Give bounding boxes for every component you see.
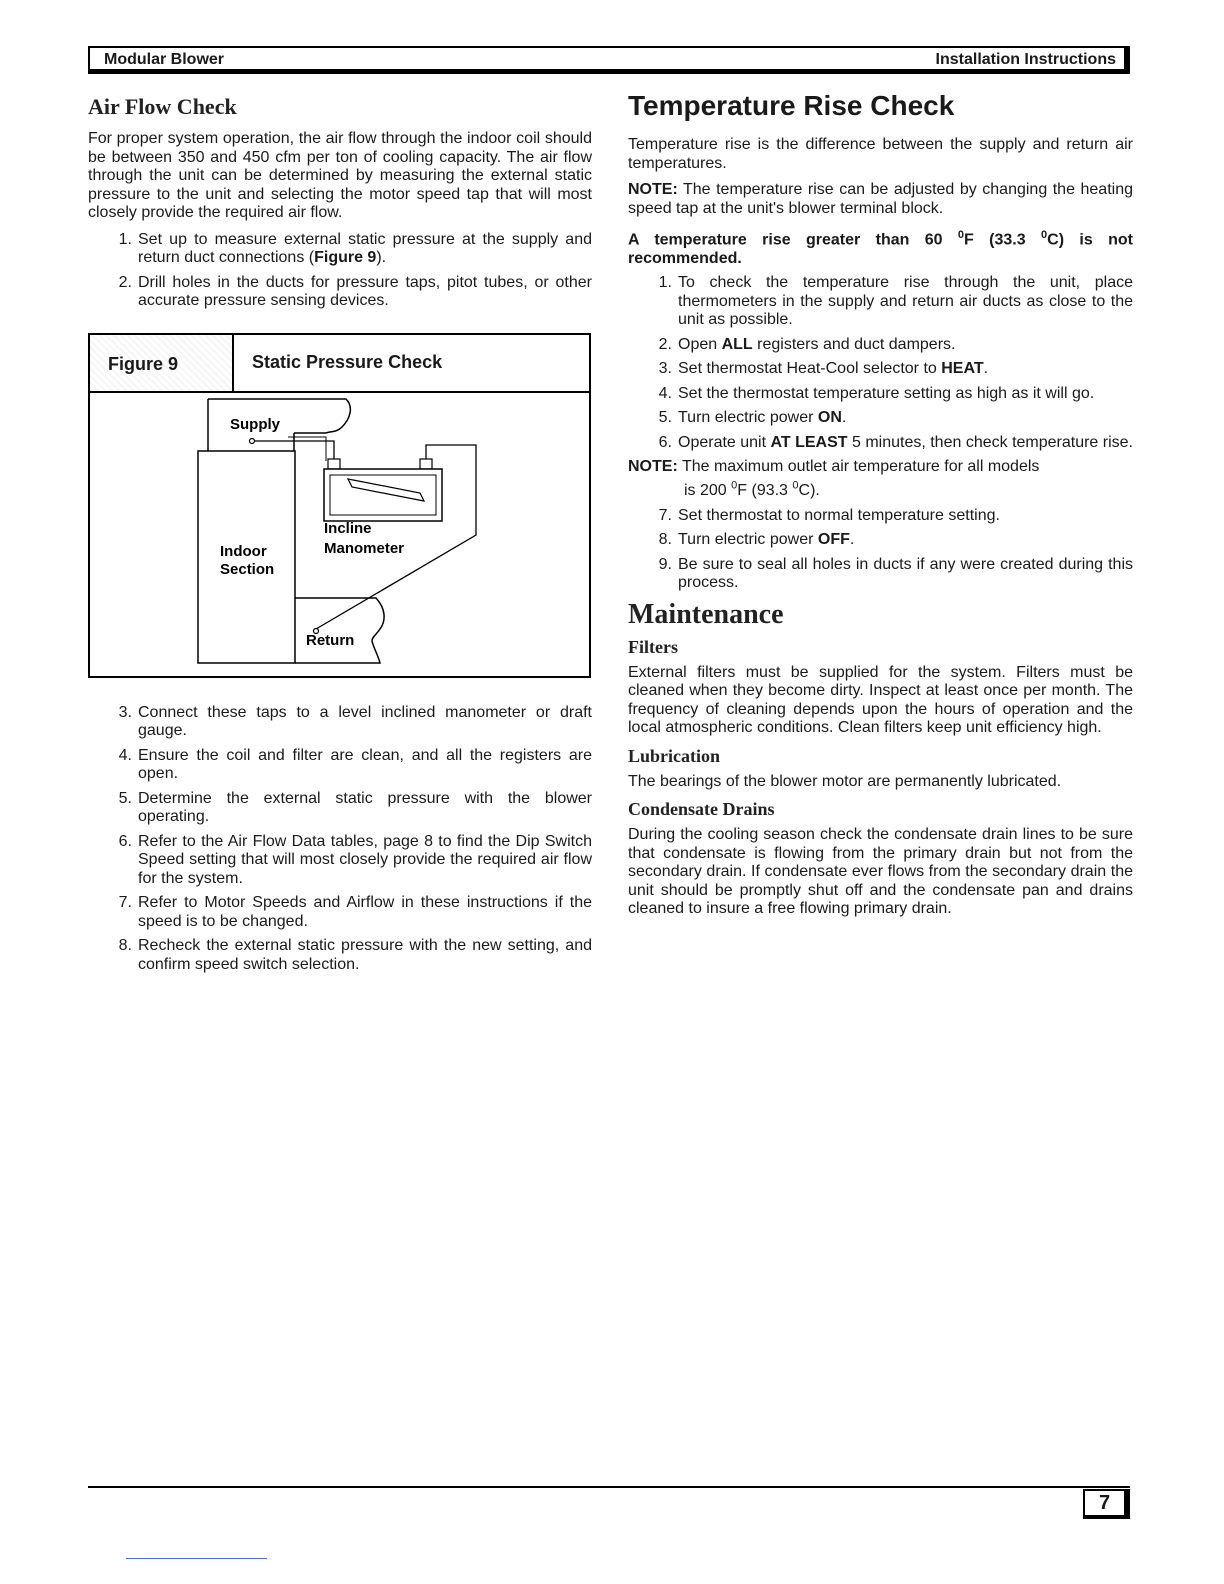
item-text: Drill holes in the ducts for pressure taps, pitot tubes, or other accurate pressure sensing devices. [138, 273, 592, 309]
filters-heading: Filters [628, 636, 678, 657]
list-item [88, 833, 592, 889]
page-header [88, 46, 1130, 74]
lubrication-heading: Lubrication [628, 745, 721, 766]
item-text: Connect these taps to a level inclined manometer or draft gauge. [138, 703, 592, 739]
air-flow-intro: For proper system operation, the air flow through the indoor coil should be between 350 and 450 cfm per ton of cooling capacity. The air flow through the unit can be determined by measuring the external static pressure to the unit and selecting the motor speed tap that will most closely provide the required air flow. [88, 130, 592, 221]
supply-label: Supply [230, 415, 281, 433]
left-column [88, 90, 592, 980]
list-item: 8. Turn electric power OFF. [658, 531, 855, 549]
temperature-rise-intro: Temperature rise is the difference between the supply and return air temperatures. [628, 136, 1133, 172]
incline-label: Incline [324, 519, 372, 537]
list-item: 9. Be sure to seal all holes in ducts if any were created during this process. [658, 555, 1133, 592]
warning-text: A temperature rise greater than 60 $^0$F (33.3 $^0$C) is not recommended. [628, 229, 1133, 267]
header-title: Modular Blower [104, 51, 225, 68]
list-item: 4. Set the thermostat temperature setting as high as it will go. [658, 384, 1095, 402]
list-item [88, 704, 592, 741]
list-item: 5. Turn electric power ON. [658, 409, 847, 427]
condensate-drains-heading: Condensate Drains [628, 799, 775, 820]
indoor-label: Indoor [220, 542, 267, 560]
supply-tap [250, 438, 255, 443]
incline-manometer [324, 469, 442, 521]
return-label: Return [306, 631, 355, 649]
note-temperature-rise: NOTE: The temperature rise can be adjusted by changing the heating speed tap at the unit's blower terminal block. [628, 181, 1133, 217]
item-number: 3. [118, 703, 132, 721]
steps-after-list [88, 704, 592, 975]
item-number: 6. [118, 832, 132, 850]
list-item: 2. Open ALL registers and duct dampers. [658, 335, 956, 353]
item-text: Ensure the coil and filter are clean, and all the registers are open. [138, 746, 592, 782]
item-text: Set up to measure external static pressure at the supply and return duct connections (Figure 9). [138, 230, 592, 266]
manometer-right-port [420, 459, 432, 469]
item-number: 5. [118, 789, 132, 807]
section-label: Section [220, 560, 275, 578]
figure-title: Static Pressure Check [252, 351, 443, 372]
list-item [88, 747, 592, 784]
list-item [88, 790, 592, 827]
figure-9 [88, 333, 591, 678]
return-duct [295, 598, 384, 663]
footer-rule [88, 1486, 1130, 1488]
item-number: 8. [118, 937, 132, 954]
list-item [88, 937, 592, 974]
list-item [88, 274, 592, 311]
item-text: Recheck the external static pressure with the new setting, and confirm speed switch selection. [138, 937, 592, 973]
footer-link-line [126, 1558, 267, 1559]
lubrication-text: The bearings of the blower motor are permanently lubricated. [628, 772, 1062, 790]
right-column [628, 90, 1133, 927]
list-item: 7. Set thermostat to normal temperature setting. [658, 506, 1000, 524]
temperature-rise-heading: Temperature Rise Check [628, 90, 955, 121]
filters-text: External filters must be supplied for the system. Filters must be cleaned when they become dirty. Inspect at least once per month. The frequency of cleaning depends upon the hours of operation and the local atmospheric conditions. Clean filters keep unit efficiency high. [628, 663, 1133, 737]
header-section: Installation Instructions [935, 51, 1116, 68]
list-item: 6. Operate unit AT LEAST 5 minutes, then check temperature rise. [658, 433, 1133, 451]
item-number: 7. [118, 894, 132, 911]
static-pressure-diagram [90, 393, 589, 676]
item-text: Refer to Motor Speeds and Airflow in these instructions if the speed is to be changed. [138, 894, 592, 930]
item-text: Determine the external static pressure with the blower operating. [138, 789, 592, 825]
condensate-drains-text: During the cooling season check the condensate drain lines to be sure that condensate is flowing from the primary drain but not from the secondary drain. If condensate ever flows from the secondary drain the unit should be promptly shut off and the condensate pan and drains cleaned to insure a free flowing primary drain. [628, 826, 1133, 918]
maintenance-heading: Maintenance [628, 598, 784, 630]
figure-header [90, 335, 589, 393]
list-item: 3. Set thermostat Heat-Cool selector to HEAT. [658, 360, 989, 378]
note-max-temperature: NOTE: The maximum outlet air temperature for all models is 200 $^0$F (93.3 $^0$C). [628, 458, 1040, 500]
list-item [88, 894, 592, 931]
list-item: 1. To check the temperature rise through the unit, place thermometers in the supply and return air ducts as close to the unit as possible. [658, 274, 1133, 329]
item-number: 4. [118, 746, 132, 764]
air-flow-heading: Air Flow Check [88, 94, 237, 119]
figure-label: Figure 9 [90, 335, 234, 391]
list-item [88, 231, 592, 268]
manometer-label: Manometer [324, 539, 405, 557]
item-number: 1. [118, 230, 132, 248]
item-number: 2. [118, 273, 132, 291]
page-number: 7 [1083, 1489, 1130, 1519]
item-text: Refer to the Air Flow Data tables, page 8 to find the Dip Switch Speed setting that will most closely provide the required air flow for the system. [138, 832, 592, 887]
manometer-left-port [328, 459, 340, 469]
